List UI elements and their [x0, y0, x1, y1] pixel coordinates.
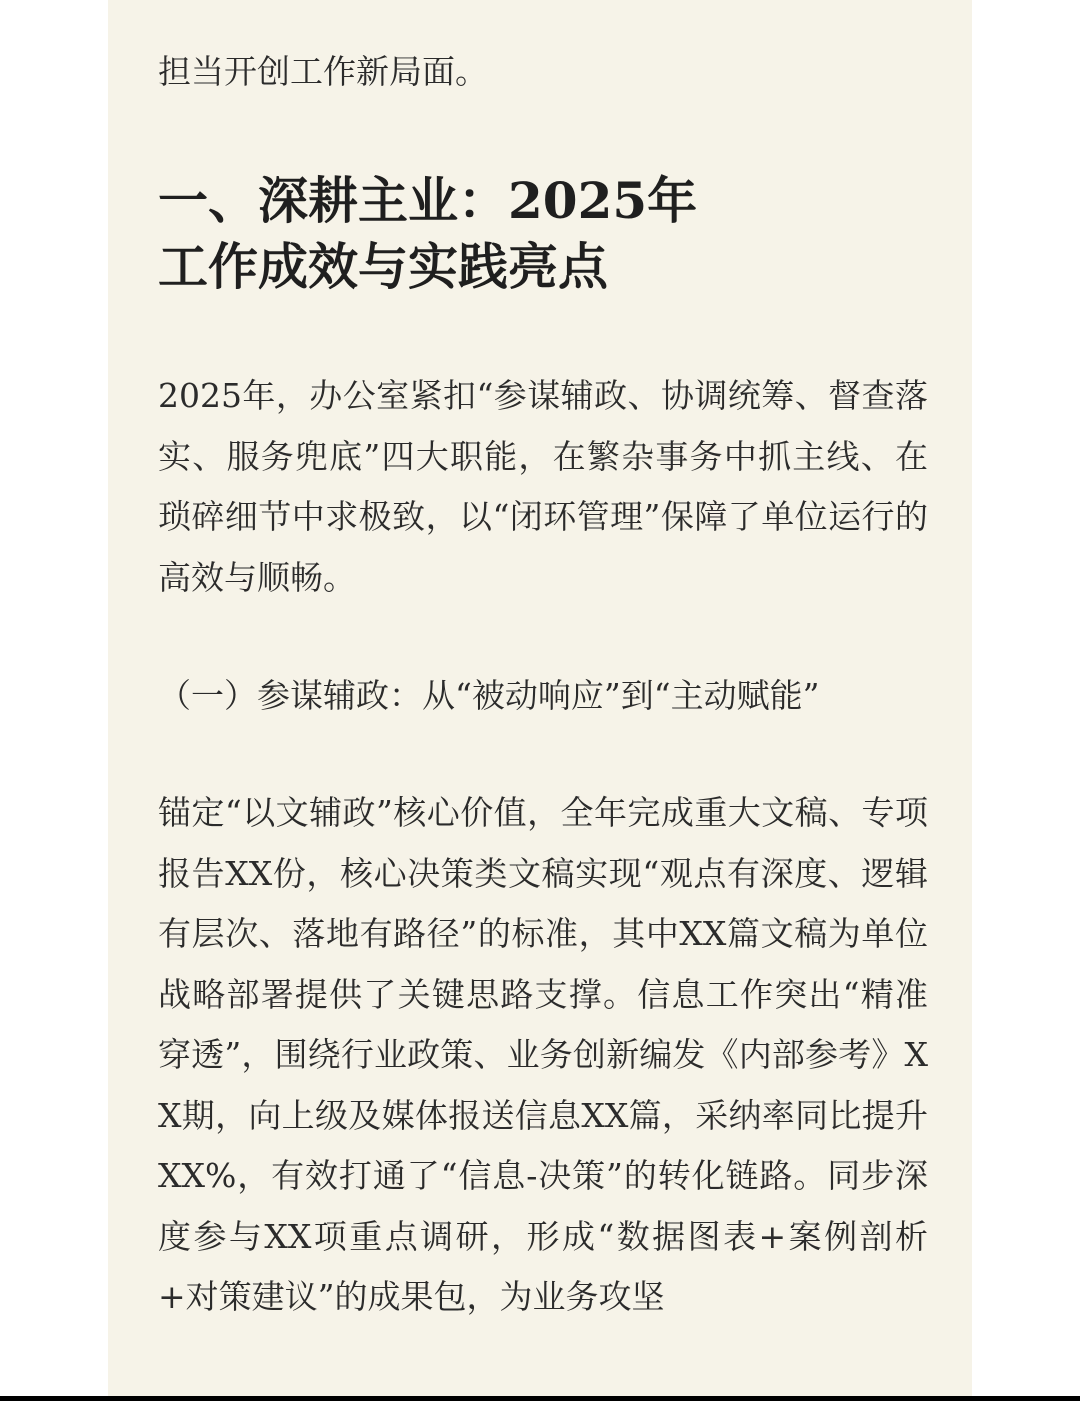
document-page [108, 0, 972, 1396]
bottom-divider [0, 1396, 1080, 1401]
paragraph-advisory-detail: 锚定“以文辅政”核心价值，全年完成重大文稿、专项报告XX份，核心决策类文稿实现“观点有深度、逻辑有层次、落地有路径”的标准，其中XX篇文稿为单位战略部署提供了关键思路支撑。信息工作突出“精准穿透”，围绕行业政策、业务创新编发《内部参考》XX期，向上级及媒体报送信息XX篇，采纳率同比提升XX%，有效打通了“信息-决策”的转化链路。同步深度参与XX项重点调研，形成“数据图表+案例剖析+对策建议”的成果包，为业务攻坚 [158, 793, 928, 1316]
paragraph-summary: 2025年，办公室紧扣“参谋辅政、协调统筹、督查落实、服务兜底”四大职能，在繁杂事务中抓主线、在琐碎细节中求极致，以“闭环管理”保障了单位运行的高效与顺畅。 [158, 376, 928, 597]
lead-line: 担当开创工作新局面。 [158, 52, 488, 91]
section-heading-line-1: 一、深耕主业：2025年 [158, 171, 698, 230]
section-heading-line-2: 工作成效与实践亮点 [158, 237, 608, 296]
section-heading [158, 168, 928, 300]
subheading-advisory: （一）参谋辅政：从“被动响应”到“主动赋能” [158, 676, 820, 715]
